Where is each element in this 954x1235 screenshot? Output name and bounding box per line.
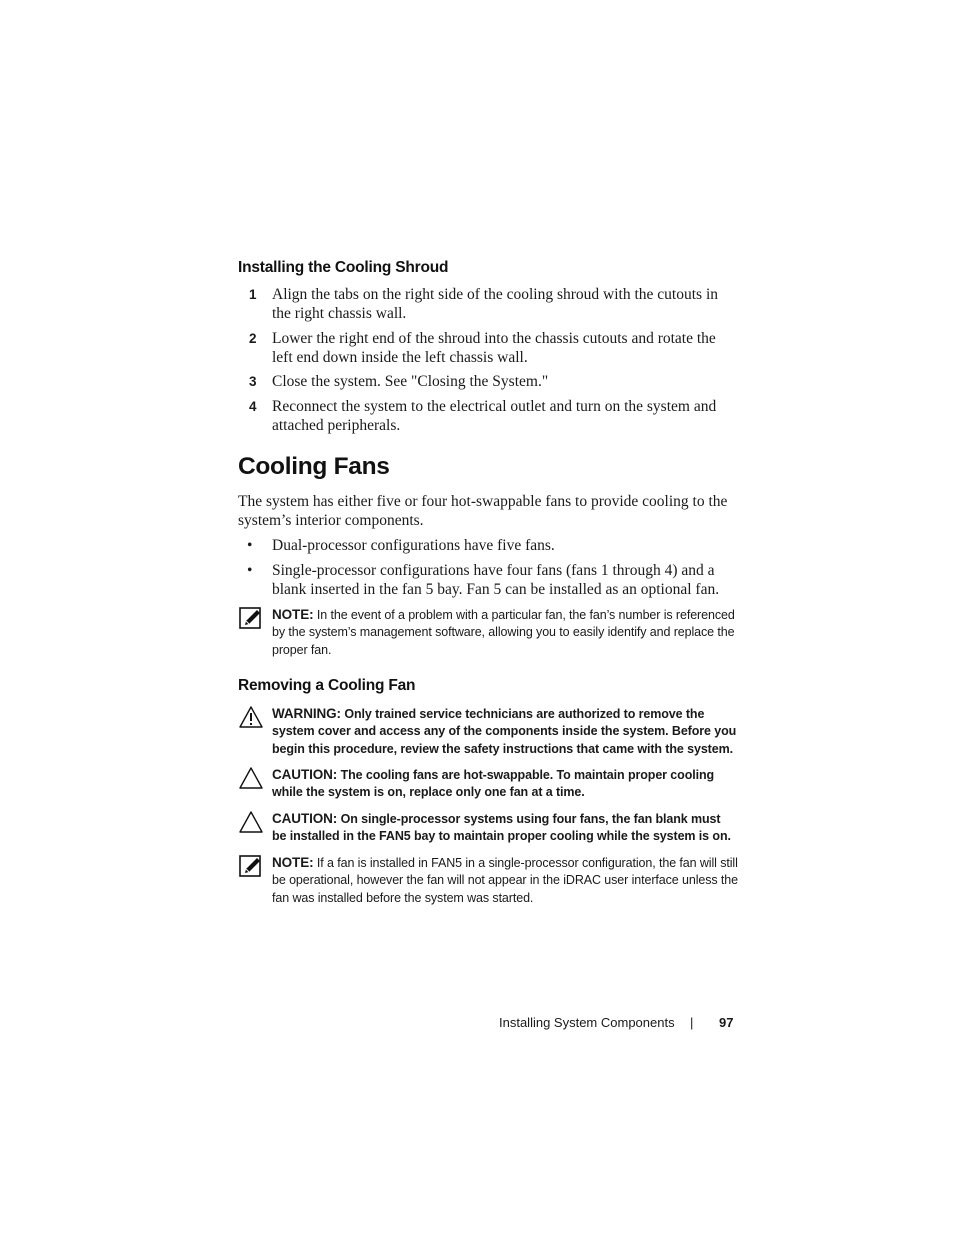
warning-text-block [272, 705, 738, 758]
heading-installing-cooling-shroud: Installing the Cooling Shroud [238, 259, 449, 276]
intro-paragraph: The system has either five or four hot-swappable fans to provide cooling to the system’s interior components. [238, 493, 728, 529]
caution-triangle-icon [238, 766, 264, 790]
warning-triangle-icon [238, 705, 264, 729]
step-number: 3 [249, 374, 257, 389]
page-number: 97 [719, 1015, 734, 1030]
caution-text: On single-processor systems using four fans, the fan blank must be installed in the FAN5 bay to maintain proper cooling while the system is on. [272, 812, 731, 844]
footer-chapter-title: Installing System Components [499, 1015, 675, 1030]
step-text: Reconnect the system to the electrical outlet and turn on the system and attached peripherals. [272, 398, 717, 434]
bullet-text: Dual-processor configurations have five fans. [272, 537, 555, 554]
caution-text-block [272, 766, 738, 802]
caution-triangle-icon [238, 810, 264, 834]
warning-text: Only trained service technicians are authorized to remove the system cover and access any of the components inside the system. Before you begin this procedure, review the safety instructions that came with the system. [272, 707, 737, 756]
note-text: If a fan is installed in FAN5 in a single-processor configuration, the fan will still be operational, however the fan will not appear in the iDRAC user interface unless the fan was installed before the system was started. [272, 856, 738, 905]
bullet-symbol: • [247, 562, 253, 579]
note-text-block [272, 854, 738, 907]
step-text: Align the tabs on the right side of the cooling shroud with the cutouts in the right chassis wall. [272, 286, 718, 322]
bullet-text: Single-processor configurations have four fans (fans 1 through 4) and a blank inserted in the fan 5 bay. Fan 5 can be installed as an optional fan. [272, 562, 720, 598]
bullet-symbol: • [247, 537, 253, 554]
note-pencil-icon [238, 606, 264, 630]
step-number: 1 [249, 287, 257, 302]
step-number: 2 [249, 331, 257, 346]
step-number: 4 [249, 399, 257, 414]
note-label: NOTE: [272, 855, 314, 870]
warning-label: WARNING: [272, 706, 341, 721]
step-text: Close the system. See "Closing the System." [272, 373, 549, 390]
caution-text-block [272, 810, 738, 846]
note-label: NOTE: [272, 607, 314, 622]
caution-text: The cooling fans are hot-swappable. To maintain proper cooling while the system is on, replace only one fan at a time. [272, 768, 715, 800]
heading-cooling-fans: Cooling Fans [238, 453, 390, 480]
note-text-block [272, 606, 738, 659]
step-text: Lower the right end of the shroud into the chassis cutouts and rotate the left end down inside the left chassis wall. [272, 330, 716, 366]
heading-removing-cooling-fan: Removing a Cooling Fan [238, 677, 416, 694]
footer-separator: | [690, 1015, 694, 1030]
note-text: In the event of a problem with a particular fan, the fan’s number is referenced by the system’s management software, allowing you to easily identify and replace the proper fan. [272, 608, 735, 657]
caution-label: CAUTION: [272, 767, 338, 782]
caution-label: CAUTION: [272, 811, 338, 826]
note-pencil-icon [238, 854, 264, 878]
